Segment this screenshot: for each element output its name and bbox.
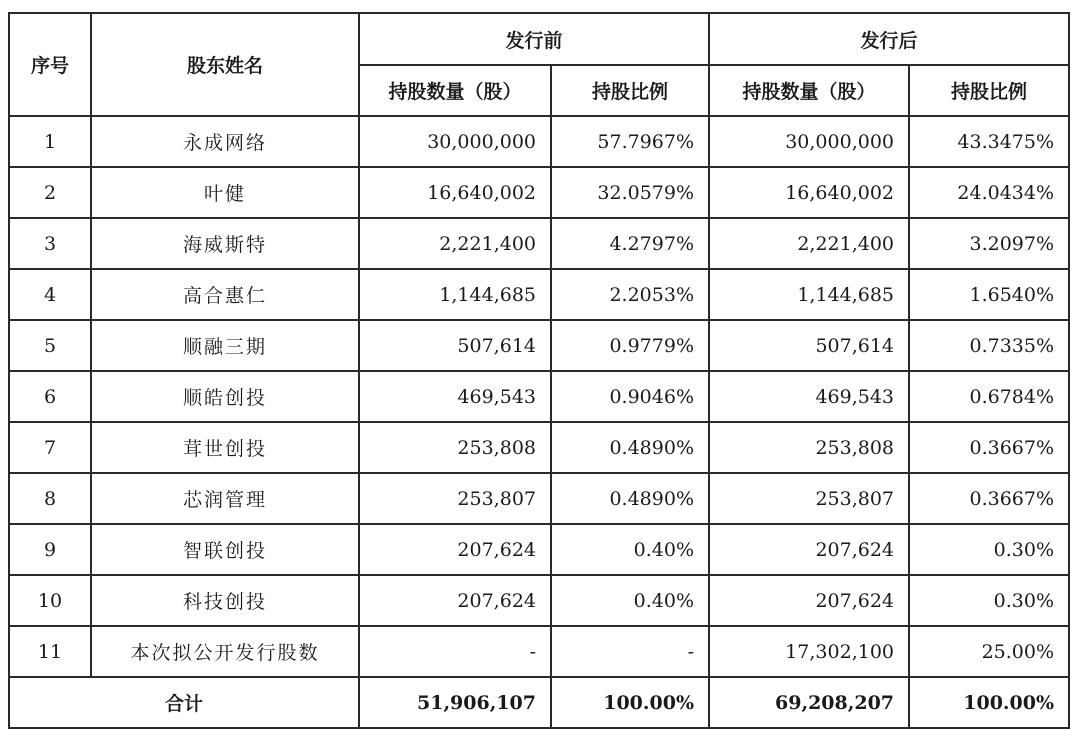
cell-shareholder-name: 顺融三期 [91,320,359,371]
cell-before-shares: 253,807 [359,473,551,524]
cell-seq: 2 [9,167,91,218]
cell-seq: 1 [9,116,91,167]
shareholding-table [8,12,1070,729]
header-after-issuance: 发行后 [709,13,1069,65]
cell-after-ratio: 25.00% [909,626,1069,677]
cell-before-ratio: 0.9779% [551,320,709,371]
cell-before-shares: 30,000,000 [359,116,551,167]
cell-before-shares: 16,640,002 [359,167,551,218]
cell-shareholder-name: 永成网络 [91,116,359,167]
table-row [9,422,1069,473]
table-row [9,320,1069,371]
cell-seq: 11 [9,626,91,677]
cell-before-ratio: - [551,626,709,677]
cell-seq: 10 [9,575,91,626]
cell-after-ratio: 3.2097% [909,218,1069,269]
cell-shareholder-name: 叶健 [91,167,359,218]
table-row [9,473,1069,524]
cell-shareholder-name: 茸世创投 [91,422,359,473]
total-after-ratio: 100.00% [909,677,1069,728]
cell-after-shares: 469,543 [709,371,909,422]
cell-after-shares: 17,302,100 [709,626,909,677]
table-row [9,371,1069,422]
cell-before-shares: - [359,626,551,677]
cell-shareholder-name: 科技创投 [91,575,359,626]
cell-after-shares: 1,144,685 [709,269,909,320]
cell-shareholder-name: 本次拟公开发行股数 [91,626,359,677]
cell-before-shares: 207,624 [359,575,551,626]
cell-after-ratio: 0.3667% [909,473,1069,524]
shareholding-table-container [8,12,1072,724]
cell-seq: 6 [9,371,91,422]
cell-after-ratio: 43.3475% [909,116,1069,167]
cell-after-ratio: 1.6540% [909,269,1069,320]
cell-before-ratio: 57.7967% [551,116,709,167]
cell-before-shares: 207,624 [359,524,551,575]
cell-shareholder-name: 海威斯特 [91,218,359,269]
cell-shareholder-name: 高合惠仁 [91,269,359,320]
cell-before-shares: 469,543 [359,371,551,422]
cell-seq: 8 [9,473,91,524]
cell-before-ratio: 0.40% [551,575,709,626]
cell-after-shares: 30,000,000 [709,116,909,167]
cell-before-ratio: 32.0579% [551,167,709,218]
total-row [9,677,1069,728]
cell-after-ratio: 24.0434% [909,167,1069,218]
header-before-ratio: 持股比例 [551,65,709,116]
cell-before-ratio: 0.9046% [551,371,709,422]
cell-before-shares: 1,144,685 [359,269,551,320]
table-row [9,167,1069,218]
cell-before-ratio: 2.2053% [551,269,709,320]
cell-seq: 5 [9,320,91,371]
header-shareholder-name: 股东姓名 [91,13,359,116]
cell-shareholder-name: 芯润管理 [91,473,359,524]
total-after-shares: 69,208,207 [709,677,909,728]
cell-after-ratio: 0.7335% [909,320,1069,371]
cell-seq: 3 [9,218,91,269]
cell-before-ratio: 0.4890% [551,473,709,524]
cell-after-shares: 207,624 [709,524,909,575]
cell-after-ratio: 0.3667% [909,422,1069,473]
cell-before-ratio: 0.4890% [551,422,709,473]
cell-after-ratio: 0.30% [909,524,1069,575]
total-before-shares: 51,906,107 [359,677,551,728]
table-row [9,116,1069,167]
table-row [9,524,1069,575]
cell-after-shares: 2,221,400 [709,218,909,269]
cell-after-shares: 16,640,002 [709,167,909,218]
header-before-shares: 持股数量（股） [359,65,551,116]
cell-after-shares: 253,807 [709,473,909,524]
cell-seq: 9 [9,524,91,575]
cell-shareholder-name: 顺皓创投 [91,371,359,422]
cell-before-ratio: 0.40% [551,524,709,575]
header-after-ratio: 持股比例 [909,65,1069,116]
cell-after-shares: 207,624 [709,575,909,626]
cell-seq: 4 [9,269,91,320]
cell-before-shares: 253,808 [359,422,551,473]
cell-before-ratio: 4.2797% [551,218,709,269]
header-after-shares: 持股数量（股） [709,65,909,116]
cell-after-ratio: 0.30% [909,575,1069,626]
cell-before-shares: 507,614 [359,320,551,371]
cell-shareholder-name: 智联创投 [91,524,359,575]
table-row [9,218,1069,269]
header-before-issuance: 发行前 [359,13,709,65]
header-seq: 序号 [9,13,91,116]
table-row [9,269,1069,320]
cell-after-shares: 507,614 [709,320,909,371]
table-row [9,575,1069,626]
total-label: 合计 [9,677,359,728]
table-row [9,626,1069,677]
cell-before-shares: 2,221,400 [359,218,551,269]
header-row-1 [9,13,1069,65]
cell-after-shares: 253,808 [709,422,909,473]
cell-seq: 7 [9,422,91,473]
cell-after-ratio: 0.6784% [909,371,1069,422]
total-before-ratio: 100.00% [551,677,709,728]
